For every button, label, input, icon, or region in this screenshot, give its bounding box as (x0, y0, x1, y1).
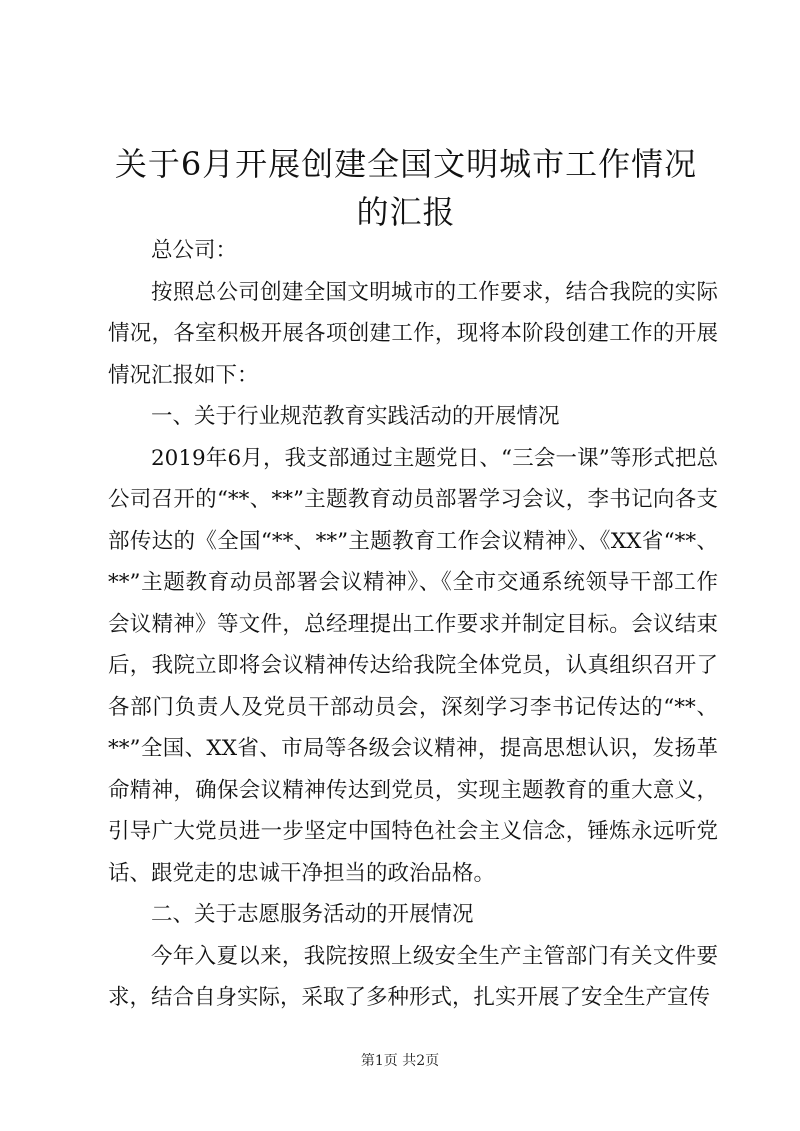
section-heading-2: 二、关于志愿服务活动的开展情况 (151, 902, 474, 927)
intro-paragraph: 按照总公司创建全国文明城市的工作要求，结合我院的实际情况，各室积极开展各项创建工作，现将本阶段创建工作的开展情况汇报如下： (108, 279, 718, 388)
salutation: 总公司： (151, 238, 238, 263)
document-title: 关于6月开展创建全国文明城市工作情况的汇报 (114, 145, 698, 231)
section-heading-1: 一、关于行业规范教育实践活动的开展情况 (151, 404, 560, 429)
section-1-paragraph: 2019年6月，我支部通过主题党日、“三会一课”等形式把总公司召开的“**、**”主题教育动员部署学习会议，李书记向各支部传达的《全国“**、**”主题教育工作会议精神》、《XX省“**、**”主题教育动员部署会议精神》、《全市交通系统领导干部工作会议精神》等文件，总经理提出工作要求并制定目标。会议结束后，我院立即将会议精神传达给我院全体党员，认真组织召开了各部门负责人及党员干部动员会，深刻学习李书记传达的“**、**”全国、XX省、市局等各级会议精神，提高思想认识，发扬革命精神，确保会议精神传达到党员，实现主题教育的重大意义，引导广大党员进一步坚定中国特色社会主义信念，锤炼永远听党话、跟党走的忠诚干净担当的政治品格。 (108, 445, 718, 886)
section-2-paragraph: 今年入夏以来，我院按照上级安全生产主管部门有关文件要求，结合自身实际，采取了多种形式，扎实开展了安全生产宣传 (108, 943, 718, 1010)
page-number-footer: 第1页 共2页 (360, 1053, 440, 1069)
document-body (108, 230, 718, 1019)
